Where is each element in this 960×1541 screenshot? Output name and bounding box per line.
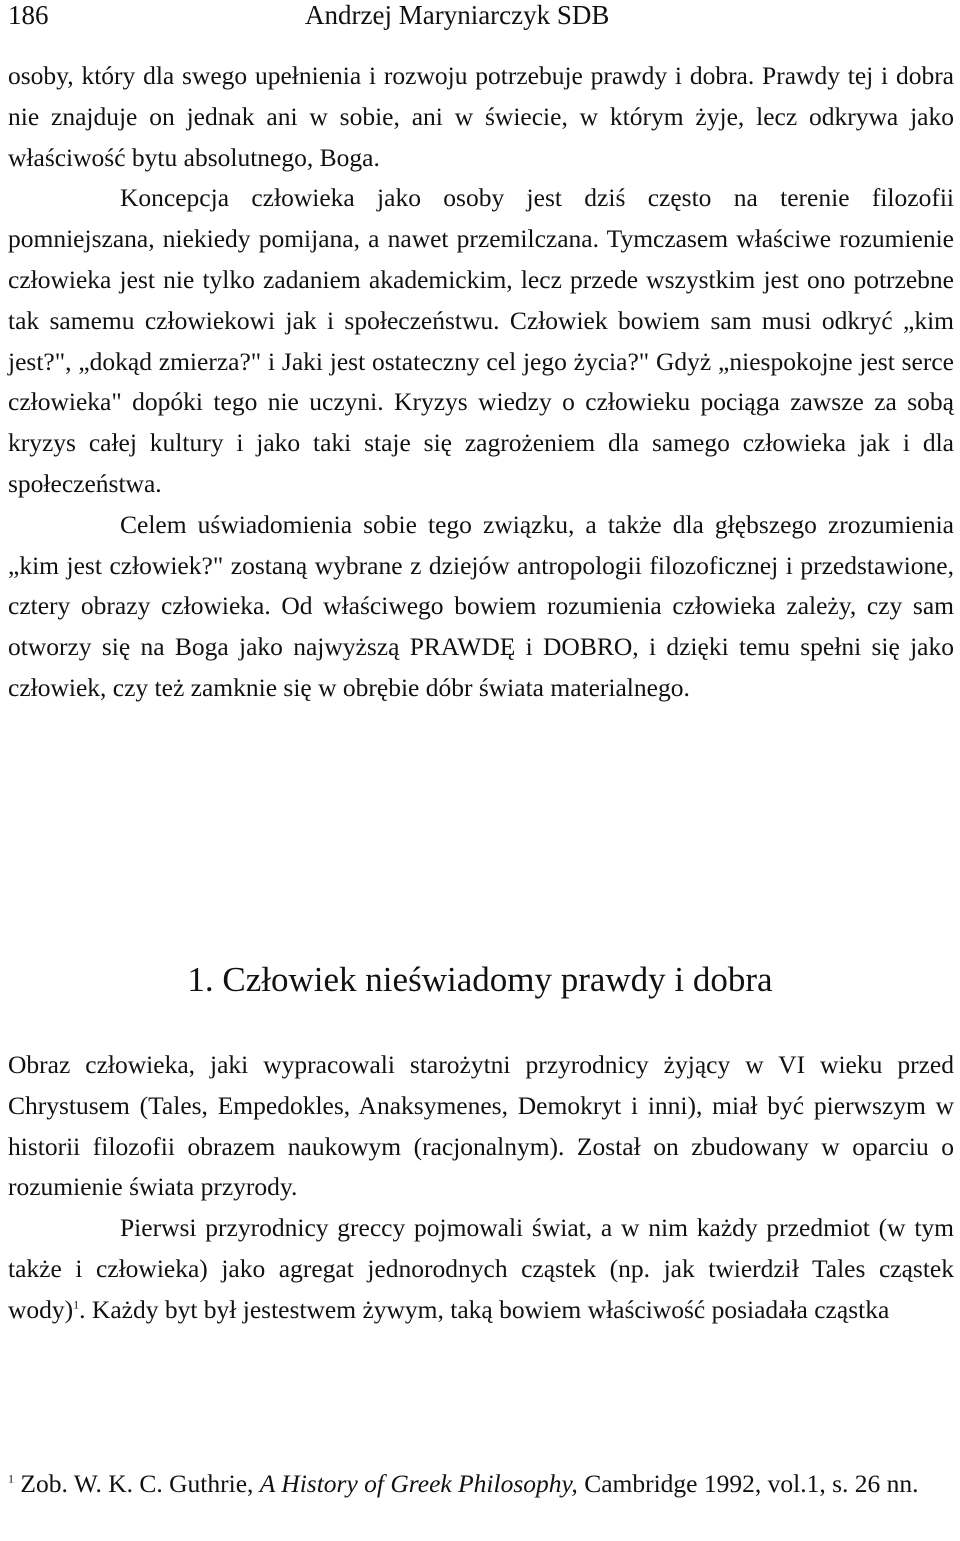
page-number: 186 (8, 0, 49, 30)
footnote-book-title: A History of Greek Philosophy, (259, 1469, 578, 1498)
paragraph: Celem uświadomienia sobie tego związku, a także dla głębszego zrozumienia „kim jest człowiek?" zostaną wybrane z dziejów antropologii filozoficznej i przedstawione, cztery obrazy człowieka. Od właściwego bowiem rozumienia człowieka zależy, czy sam otworzy się na Boga jako najwyższą PRAWDĘ i DOBRO, i dzięki temu spełni się jako człowiek, czy też zamknie się w obrębie dóbr świata materialnego. (8, 509, 954, 702)
page-header (8, 0, 952, 40)
footnote (8, 1466, 954, 1502)
paragraph (8, 1208, 954, 1330)
footnote-mark: 1 (8, 1471, 14, 1486)
paragraph: Koncepcja człowieka jako osoby jest dziś często na terenie filozofii pomniejszana, niekiedy pomijana, a nawet przemilczana. Tymczasem właściwe rozumienie człowieka jest nie tylko zadaniem akademickim, lecz przede wszystkim jest ono potrzebne tak samemu człowiekowi jak i społeczeństwu. Człowiek bowiem sam musi odkryć „kim jest?", „dokąd zmierza?" i Jaki jest ostateczny cel jego życia?" Gdyż „niespokojne jest serce człowieka" dopóki tego nie uczyni. Kryzys wiedzy o człowieku pociąga zawsze za sobą kryzys całej kultury i jako taki staje się zagrożeniem dla samego człowieka jak i dla społeczeństwa. (8, 183, 954, 498)
paragraph: osoby, który dla swego upełnienia i rozwoju potrzebuje prawdy i dobra. Prawdy tej i dobra nie znajduje on jednak ani w sobie, ani w świecie, w którym żyje, lecz odkrywa jako właściwość bytu absolutnego, Boga. (8, 61, 954, 172)
footnote-post: Cambridge 1992, vol.1, s. 26 nn. (577, 1469, 919, 1498)
paragraph-text: . Każdy byt był jestestwem żywym, taką bowiem właściwość posiadała cząstka (79, 1294, 890, 1324)
footnote-pre: Zob. W. K. C. Guthrie, (14, 1469, 260, 1498)
footnote-text (8, 1466, 954, 1502)
paragraph: Obraz człowieka, jaki wypracowali starożytni przyrodnicy żyjący w VI wieku przed Chrystusem (Tales, Empedokles, Anaksymenes, Demokryt i inni), miał być pierwszym w historii filozofii obrazem naukowym (racjonalnym). Został on zbudowany w oparciu o rozumienie świata przyrody. (8, 1050, 954, 1202)
body-text-top (8, 56, 954, 709)
running-head: Andrzej Maryniarczyk SDB (305, 0, 610, 30)
body-text-section (8, 1045, 954, 1331)
footnote-reference[interactable]: 1 (73, 1297, 80, 1312)
section-heading: 1. Człowiek nieświadomy prawdy i dobra (187, 960, 773, 999)
paragraph-text: Pierwsi przyrodnicy greccy pojmowali świat, a w nim każdy przedmiot (w tym także i człowieka) jako agregat jednorodnych cząstek (np. jak twierdził Tales cząstek wody) (8, 1213, 954, 1324)
